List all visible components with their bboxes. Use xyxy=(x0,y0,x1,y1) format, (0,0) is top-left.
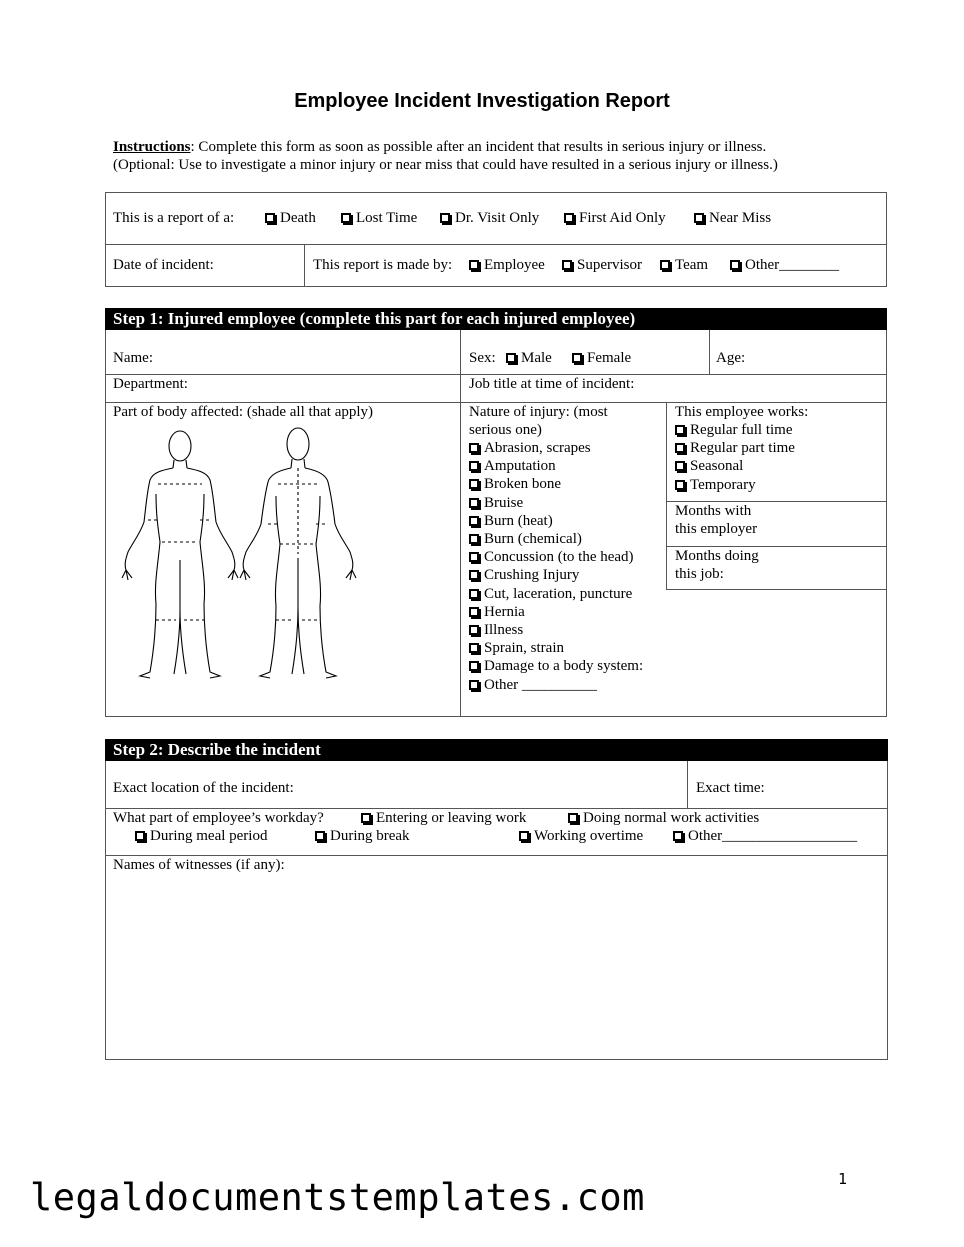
checkbox-death[interactable]: Death xyxy=(265,209,316,227)
instructions-line1: : Complete this form as soon as possible after an incident that results in serious injury or illness. xyxy=(190,139,767,155)
checkbox-icon xyxy=(440,213,450,223)
checkbox-icon xyxy=(315,831,325,841)
checkbox-icon xyxy=(265,213,275,223)
checkbox-icon xyxy=(469,607,479,617)
nature-of-injury-label: Nature of injury: (most serious one) xyxy=(469,404,608,438)
checkbox-broken-bone[interactable]: Broken bone xyxy=(469,475,643,493)
checkbox-icon xyxy=(469,498,479,508)
checkbox-other[interactable]: Other________ xyxy=(730,256,839,274)
checkbox-icon xyxy=(564,213,574,223)
checkbox-icon xyxy=(469,479,479,489)
checkbox-icon xyxy=(469,534,479,544)
checkbox-icon xyxy=(730,260,740,270)
age-label: Age: xyxy=(716,350,746,366)
checkbox-icon xyxy=(572,353,582,363)
instructions xyxy=(113,138,778,174)
checkbox-icon xyxy=(660,260,670,270)
department-label: Department: xyxy=(113,376,188,392)
date-of-incident-label: Date of incident: xyxy=(113,257,214,273)
checkbox-icon xyxy=(469,516,479,526)
checkbox-icon xyxy=(469,552,479,562)
checkbox-icon xyxy=(562,260,572,270)
checkbox-workday-other[interactable]: Other__________________ xyxy=(673,827,857,845)
checkbox-icon xyxy=(135,831,145,841)
checkbox-normal-work[interactable]: Doing normal work activities xyxy=(568,809,759,827)
checkbox-icon xyxy=(469,443,479,453)
checkbox-icon xyxy=(675,425,685,435)
checkbox-icon xyxy=(469,570,479,580)
checkbox-seasonal[interactable]: Seasonal xyxy=(675,457,795,475)
checkbox-employee[interactable]: Employee xyxy=(469,256,545,274)
checkbox-cut[interactable]: Cut, laceration, puncture xyxy=(469,585,643,603)
checkbox-amputation[interactable]: Amputation xyxy=(469,457,643,475)
checkbox-dr-visit[interactable]: Dr. Visit Only xyxy=(440,209,539,227)
checkbox-icon xyxy=(675,443,685,453)
name-label: Name: xyxy=(113,350,153,366)
checkbox-body-system[interactable]: Damage to a body system: xyxy=(469,657,643,675)
sex-label: Sex: xyxy=(469,350,496,366)
checkbox-during-break[interactable]: During break xyxy=(315,827,410,845)
months-with-employer-label: Months with this employer xyxy=(675,503,758,537)
checkbox-icon xyxy=(469,643,479,653)
checkbox-icon xyxy=(469,260,479,270)
checkbox-icon xyxy=(675,461,685,471)
months-doing-job-label: Months doing this job: xyxy=(675,548,759,582)
checkbox-female[interactable]: Female xyxy=(572,349,631,367)
checkbox-bruise[interactable]: Bruise xyxy=(469,494,643,512)
checkbox-injury-other[interactable]: Other __________ xyxy=(469,676,643,694)
footer-watermark: legaldocumentstemplates.com xyxy=(30,1176,645,1219)
checkbox-burn-heat[interactable]: Burn (heat) xyxy=(469,512,643,530)
checkbox-icon xyxy=(469,625,479,635)
exact-location-label: Exact location of the incident: xyxy=(113,780,294,796)
made-by-label: This report is made by: xyxy=(313,257,453,273)
checkbox-sprain[interactable]: Sprain, strain xyxy=(469,639,643,657)
checkbox-icon xyxy=(469,589,479,599)
body-diagram-icon[interactable] xyxy=(118,424,360,686)
checkbox-icon xyxy=(469,680,479,690)
checkbox-entering-leaving[interactable]: Entering or leaving work xyxy=(361,809,526,827)
checkbox-regular-part-time[interactable]: Regular part time xyxy=(675,439,795,457)
exact-time-label: Exact time: xyxy=(696,780,765,796)
checkbox-illness[interactable]: Illness xyxy=(469,621,643,639)
instructions-line2: (Optional: Use to investigate a minor injury or near miss that could have resulted in a serious injury or illness.) xyxy=(113,157,778,173)
checkbox-icon xyxy=(568,813,578,823)
checkbox-icon xyxy=(469,461,479,471)
employee-works-label: This employee works: xyxy=(675,404,809,420)
checkbox-icon xyxy=(694,213,704,223)
witnesses-label: Names of witnesses (if any): xyxy=(113,857,285,873)
job-title-label: Job title at time of incident: xyxy=(469,376,635,392)
checkbox-crushing[interactable]: Crushing Injury xyxy=(469,566,643,584)
checkbox-meal-period[interactable]: During meal period xyxy=(135,827,267,845)
checkbox-hernia[interactable]: Hernia xyxy=(469,603,643,621)
checkbox-temporary[interactable]: Temporary xyxy=(675,476,795,494)
page-title: Employee Incident Investigation Report xyxy=(294,90,670,112)
checkbox-icon xyxy=(673,831,683,841)
work-type-list xyxy=(675,421,795,494)
checkbox-abrasion[interactable]: Abrasion, scrapes xyxy=(469,439,643,457)
page-number: 1 xyxy=(838,1170,848,1188)
checkbox-icon xyxy=(341,213,351,223)
checkbox-burn-chemical[interactable]: Burn (chemical) xyxy=(469,530,643,548)
checkbox-lost-time[interactable]: Lost Time xyxy=(341,209,417,227)
step1-header: Step 1: Injured employee (complete this part for each injured employee) xyxy=(105,308,887,330)
checkbox-icon xyxy=(675,480,685,490)
checkbox-icon xyxy=(469,661,479,671)
checkbox-regular-full-time[interactable]: Regular full time xyxy=(675,421,795,439)
checkbox-male[interactable]: Male xyxy=(506,349,552,367)
checkbox-icon xyxy=(506,353,516,363)
body-part-label: Part of body affected: (shade all that apply) xyxy=(113,404,374,420)
step2-header: Step 2: Describe the incident xyxy=(105,739,888,761)
checkbox-team[interactable]: Team xyxy=(660,256,708,274)
instructions-label: Instructions xyxy=(113,139,191,155)
checkbox-first-aid[interactable]: First Aid Only xyxy=(564,209,666,227)
checkbox-near-miss[interactable]: Near Miss xyxy=(694,209,771,227)
checkbox-supervisor[interactable]: Supervisor xyxy=(562,256,642,274)
checkbox-icon xyxy=(519,831,529,841)
checkbox-overtime[interactable]: Working overtime xyxy=(519,827,643,845)
checkbox-icon xyxy=(361,813,371,823)
injury-list xyxy=(469,439,643,694)
checkbox-concussion[interactable]: Concussion (to the head) xyxy=(469,548,643,566)
workday-label: What part of employee’s workday? xyxy=(113,810,324,826)
report-type-label: This is a report of a: xyxy=(113,210,235,226)
